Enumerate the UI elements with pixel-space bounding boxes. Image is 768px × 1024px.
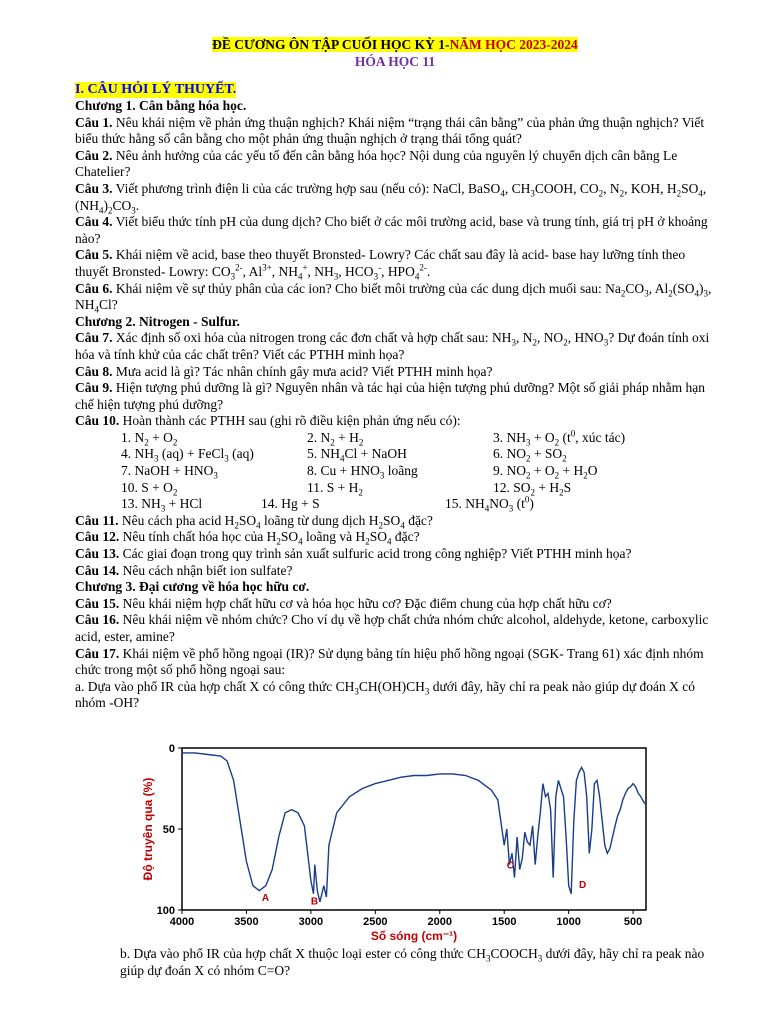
question-15: Câu 15. Nêu khái niệm hợp chất hữu cơ và hóa học hữu cơ? Đặc điểm chung của hợp chất hữu cơ? — [75, 595, 612, 611]
y-tick-label: 0 — [168, 743, 175, 755]
question-8: Câu 8. Mưa acid là gì? Tác nhân chính gây mưa acid? Viết PTHH minh họa? — [75, 363, 493, 379]
peak-label-d: D — [578, 880, 587, 892]
peak-label-c: C — [506, 860, 515, 872]
question-9: Câu 9. Hiện tượng phú dưỡng là gì? Nguyên nhân và tác hại của hiện tượng phú dưỡng? Một số giải pháp nhằm hạn chế hiện tượng phú dưỡng? — [75, 380, 705, 412]
peak-label-b: B — [310, 896, 319, 908]
reaction-5: 5. $NH_4Cl$ + NaOH — [307, 446, 407, 465]
question-5: Câu 5. Khái niệm về acid, base theo thuyết Bronsted- Lowry? Các chất sau đây là acid- base hay lưỡng tính theo thuyết Bronsted- Lowry: $CO_3^{2-}$, $Al^{3+}$, $NH_4^+$, $NH_3$, $HCO_3^-$, $HPO_4^{2-}$. — [75, 247, 686, 282]
x-tick-label: 3000 — [298, 916, 324, 928]
document-subtitle: HÓA HỌC 11 — [354, 54, 436, 69]
x-tick-label: 500 — [623, 916, 643, 928]
question-2: Câu 2. Nêu ảnh hưởng của các yếu tố đến cân bằng hóa học? Nội dung của nguyên lý chuyển dịch cân bằng Le Chatelier? — [75, 147, 678, 180]
reaction-10: 10. $S + O_2$ — [121, 479, 178, 498]
chapter-3-heading: Chương 3. Đại cương về hóa học hữu cơ. — [75, 579, 310, 595]
peak-label-a: A — [261, 893, 270, 905]
question-12: Câu 12. Nêu tính chất hóa học của $H_2SO_4$ loãng và $H_2SO_4$ đặc? — [75, 529, 420, 548]
y-tick-label: 50 — [162, 824, 175, 836]
question-7: Câu 7. Xác định số oxi hóa của nitrogen trong các đơn chất và hợp chất sau: $NH_3$, $N_2$, $NO_2$, $HNO_3$? Dự đoán tính oxi hóa và tính khử của các chất trên? Viết các PTHH minh họa? — [75, 330, 710, 362]
reaction-11: 11. $S + H_2$ — [307, 479, 363, 498]
x-tick-label: 2000 — [427, 916, 453, 928]
y-axis-label: Độ truyền qua (%) — [141, 777, 155, 881]
plot-frame — [182, 748, 646, 910]
reaction-4: 4. $NH_3$ (aq) + FeCl$_3$ (aq) — [121, 446, 254, 465]
reaction-15: 15. $NH_4NO_3$ $(t^0)$ — [445, 494, 534, 514]
question-1: Câu 1. Nêu khái niệm về phản ứng thuận nghịch? Khái niệm “trạng thái cân bằng” của phản ứng thuận nghịch? Viết biểu thức hằng số cân bằng cho một phản ứng thuận nghịch ở trạng thái tổng quát? — [75, 114, 705, 147]
x-tick-label: 1000 — [556, 916, 581, 928]
reaction-7: 7. NaOH + $HNO_3$ — [121, 463, 218, 481]
x-tick-label: 3500 — [234, 916, 259, 928]
reaction-9: 9. $NO_2 + O_2 + H_2O$ — [493, 463, 598, 481]
question-16: Câu 16. Nêu khái niệm về nhóm chức? Cho ví dụ về hợp chất chứa nhóm chức alcohol, aldehyde, ketone, carboxylic acid, ester, amine? — [75, 612, 709, 644]
reaction-13: 13. $NH_3$ + HCl — [121, 496, 203, 514]
question-17: Câu 17. Khái niệm về phổ hồng ngoại (IR)? Sử dụng bảng tín hiệu phổ hồng ngoại (SGK- Trang 61) xác định nhóm chức trong một số phổ hồng ngoại sau: — [75, 645, 704, 678]
x-axis-label: Số sóng (cm⁻¹) — [370, 929, 458, 943]
title-main: ĐỀ CƯƠNG ÔN TẬP CUỐI HỌC KỲ 1- — [212, 37, 450, 52]
x-tick-label: 1500 — [491, 916, 517, 928]
document-title — [75, 36, 715, 53]
question-17a: a. Dựa vào phổ IR của hợp chất X có công thức $CH_3CH(OH)CH_3$ dưới đây, hãy chỉ ra peak nào giúp dự đoán X có nhóm -OH? — [75, 678, 696, 711]
question-13: Câu 13. Các giai đoạn trong quy trình sản xuất sulfuric acid trong công nghiệp? Viết PTHH minh họa? — [75, 546, 632, 562]
question-4: Câu 4. Viết biểu thức tính pH của dung dịch? Cho biết ở các môi trường acid, base và trung tính, giá trị pH ở khoảng nào? — [75, 214, 708, 246]
reaction-list — [75, 430, 715, 496]
reaction-3: 3. $NH_3 + O_2$ ($t^0$, xúc tác) — [493, 428, 626, 448]
reaction-2: 2. $N_2 + H_2$ — [307, 429, 364, 448]
spectrum-line — [182, 753, 646, 905]
question-6: Câu 6. Khái niệm về sự thủy phân của các ion? Cho biết môi trường của các dung dịch muối sau: $Na_2CO_3$, $Al_2(SO_4)_3$, $NH_4Cl$? — [75, 280, 712, 315]
x-tick-label: 2500 — [363, 916, 388, 928]
x-tick-label: 4000 — [169, 916, 195, 928]
question-17b: b. Dựa vào phổ IR của hợp chất X thuộc loại ester có công thức $CH_3COOCH_3$ dưới đây, hãy chỉ ra peak nào giúp dự đoán X có nhóm C=O? — [120, 946, 705, 978]
chapter-1-heading: Chương 1. Cân bằng hóa học. — [75, 98, 247, 113]
y-tick-label: 100 — [156, 905, 175, 917]
question-3: Câu 3. Viết phương trình điện li của các trường hợp sau (nếu có): NaCl, BaSO$_4$, $CH_3COOH$, $CO_2$, $N_2$, KOH, $H_2SO_4$, $(NH_4)_2CO_3$. — [75, 180, 707, 216]
reaction-8: 8. $Cu + HNO_3$ loãng — [307, 463, 418, 481]
ir-spectrum-chart — [130, 738, 650, 944]
section-heading: I. CÂU HỎI LÝ THUYẾT. — [75, 82, 237, 97]
document-page — [75, 36, 715, 712]
title-year: NĂM HỌC 2023-2024 — [449, 37, 578, 52]
question-11: Câu 11. Nêu cách pha acid $H_2SO_4$ loãng từ dung dịch $H_2SO_4$ đặc? — [75, 512, 433, 531]
question-10: Câu 10. Hoàn thành các PTHH sau (ghi rõ điều kiện phản ứng nếu có): — [75, 413, 461, 429]
reaction-1: 1. $N_2 + O_2$ — [121, 429, 178, 448]
reaction-14: 14. Hg + S — [261, 496, 320, 512]
reaction-6: 6. $NO_2 + SO_2$ — [493, 446, 567, 465]
reaction-12: 12. $SO_2 + H_2S$ — [493, 479, 572, 498]
reaction-list-last — [75, 496, 715, 513]
question-14: Câu 14. Nêu cách nhận biết ion sulfate? — [75, 562, 293, 578]
chapter-2-heading: Chương 2. Nitrogen - Sulfur. — [75, 313, 240, 329]
